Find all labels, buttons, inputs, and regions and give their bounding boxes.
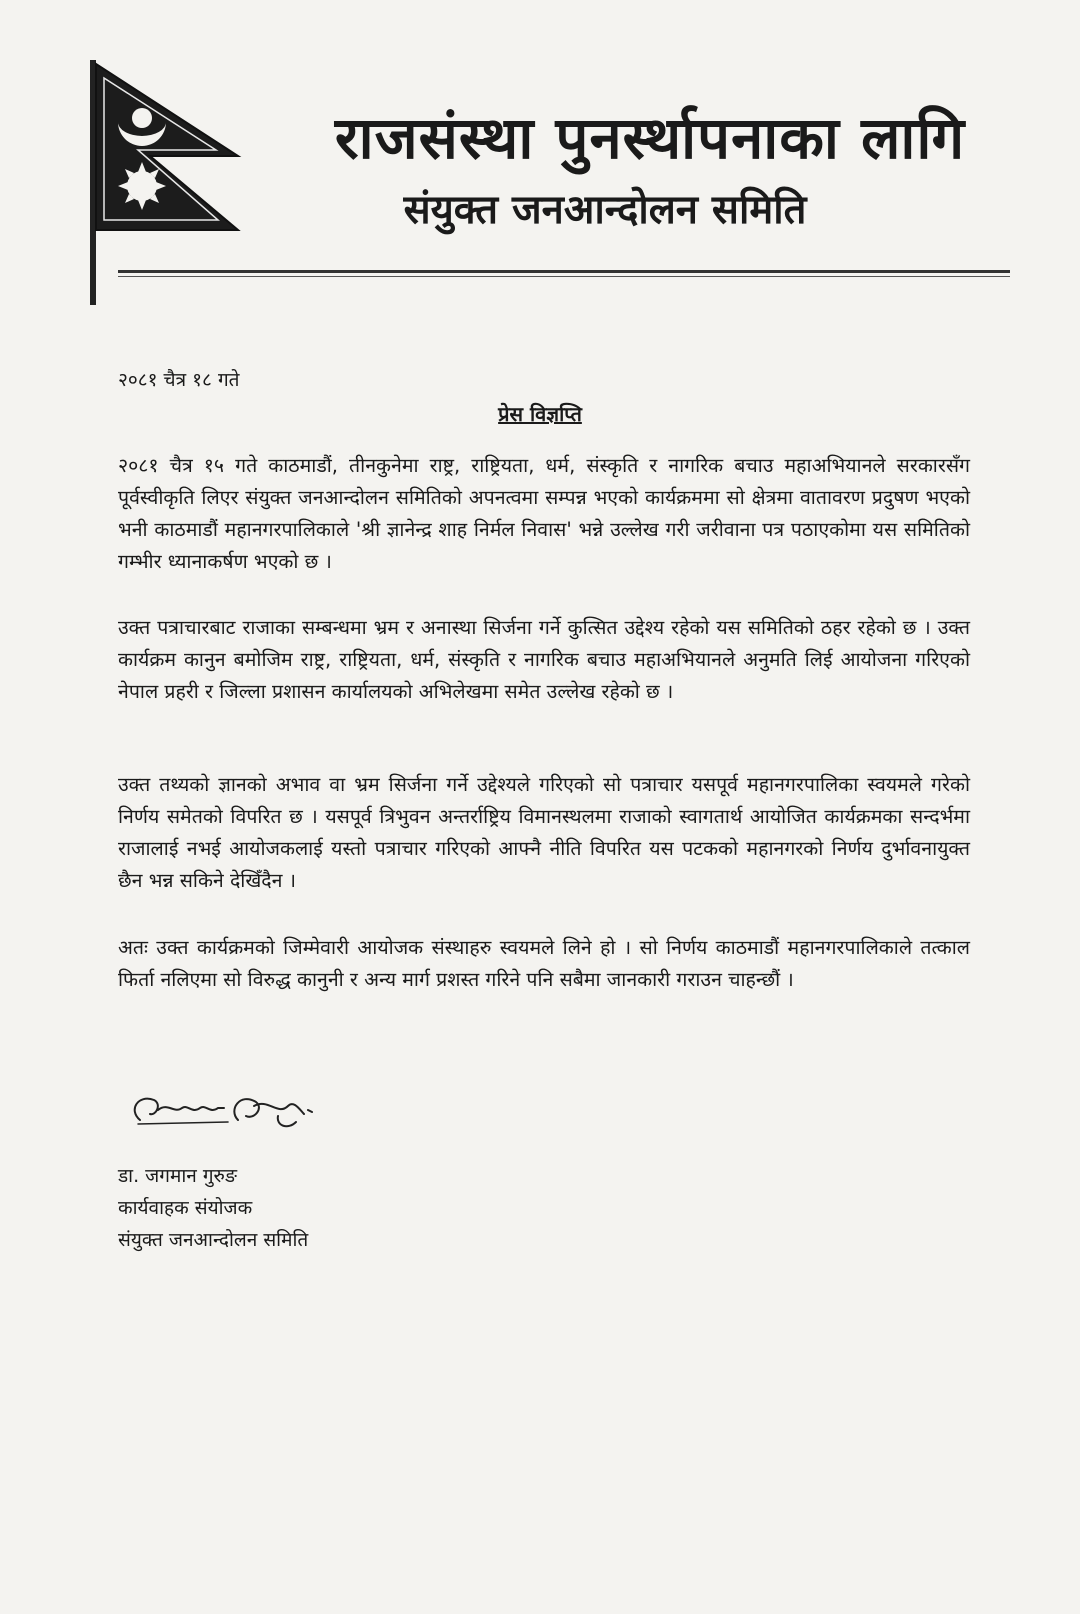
- handwritten-signature: [128, 1080, 328, 1140]
- paragraph-1: २०८१ चैत्र १५ गते काठमाडौं, तीनकुनेमा राष्ट्र, राष्ट्रियता, धर्म, संस्कृति र नागरिक बचाउ महाअभियानले सरकारसँग पूर्वस्वीकृति लिएर संयुक्त जनआन्दोलन समितिको अपनत्वमा सम्पन्न भएको कार्यक्रममा सो क्षेत्रमा वातावरण प्रदुषण भएको भनी काठमाडौं महानगरपालिकाले 'श्री ज्ञानेन्द्र शाह निर्मल निवास' भन्ने उल्लेख गरी जरीवाना पत्र पठाएकोमा यस समितिको गम्भीर ध्यानाकर्षण भएको छ ।: [118, 454, 970, 573]
- signatory-name: डा. जगमान गुरुङ: [118, 1165, 237, 1187]
- nepal-flag-icon: [88, 60, 258, 305]
- letterhead-title: राजसंस्था पुनर्स्थापनाका लागि: [334, 104, 966, 172]
- document-date: २०८१ चैत्र १८ गते: [118, 369, 240, 391]
- letterhead-divider-thin: [118, 276, 1010, 277]
- signatory-organization: संयुक्त जनआन्दोलन समिति: [118, 1229, 309, 1251]
- document-title: प्रेस विज्ञप्ति: [498, 402, 582, 426]
- signatory-role: कार्यवाहक संयोजक: [118, 1197, 253, 1219]
- signatory-block: [118, 1160, 308, 1256]
- paragraph-3: उक्त तथ्यको ज्ञानको अभाव वा भ्रम सिर्जना गर्ने उद्देश्यले गरिएको सो पत्राचार यसपूर्व महानगरपालिका स्वयमले गरेको निर्णय समेतको विपरित छ । यसपूर्व त्रिभुवन अन्तर्राष्ट्रिय विमानस्थलमा राजाको स्वागतार्थ आयोजित कार्यक्रमका सन्दर्भमा राजालाई नभई आयोजकलाई यस्तो पत्राचार गरिएको आफ्नै नीति विपरित यस पटकको महानगरको निर्णय दुर्भावनायुक्त छैन भन्न सकिने देखिँदैन ।: [118, 773, 970, 892]
- letterhead-divider: [118, 270, 1010, 273]
- letterhead-subtitle: संयुक्त जनआन्दोलन समिति: [403, 187, 807, 233]
- paragraph-4: अतः उक्त कार्यक्रमको जिम्मेवारी आयोजक संस्थाहरु स्वयमले लिने हो । सो निर्णय काठमाडौं महानगरपालिकाले तत्काल फिर्ता नलिएमा सो विरुद्ध कानुनी र अन्य मार्ग प्रशस्त गरिने पनि सबैमा जानकारी गराउन चाहन्छौं ।: [118, 936, 970, 991]
- paragraph-2: उक्त पत्राचारबाट राजाका सम्बन्धमा भ्रम र अनास्था सिर्जना गर्ने कुत्सित उद्देश्य रहेको यस समितिको ठहर रहेको छ । उक्त कार्यक्रम कानुन बमोजिम राष्ट्र, राष्ट्रियता, धर्म, संस्कृति र नागरिक बचाउ महाअभियानले अनुमति लिई आयोजना गरिएको नेपाल प्रहरी र जिल्ला प्रशासन कार्यालयको अभिलेखमा समेत उल्लेख रहेको छ ।: [118, 616, 970, 703]
